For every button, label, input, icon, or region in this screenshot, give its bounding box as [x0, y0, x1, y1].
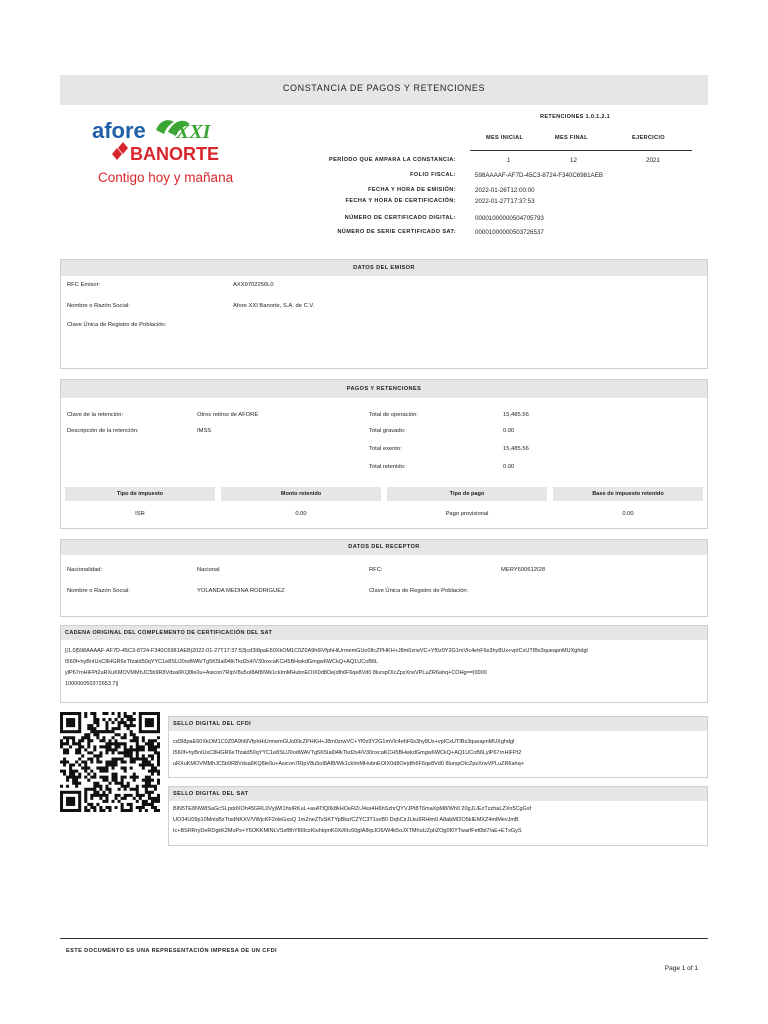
num-cert-label: NÚMERO DE CERTIFICADO DIGITAL:	[344, 215, 456, 221]
emisor-rfc-value: AXX9702256L0	[233, 282, 274, 288]
receptor-rfc-label: RFC:	[369, 567, 383, 573]
total-op-value: 15,485.56	[503, 412, 529, 418]
col-base-impuesto: Base de impuesto retenido	[553, 487, 703, 501]
sello-cfdi-line-1: cd3I8paE60XkOM1C0Z0A9h6lVfphHiUrmemGUo0IlcZPHKH+J8m0zrwVC+Yf0z9Y2G1mVlc4ehF6s3hy8Ux+vpICxUTIBs3queapnMUXghdgl	[173, 739, 515, 745]
cadena-line-1: ||1.0|598AAAAF-AF7D-45C3-8724-F340C6981AEB|2022-01-27T17:37:53|cd3I8paE60XkOM1C0Z0A9h6lVfphHiUrmemGUo0IlcZPHKH+J8m0zrwVC+Yf0z9Y2G1mVlc4ehF6s3hy8Ux+vpICxUTIBs3queapnMUXghdgl	[65, 648, 588, 654]
header-divider	[470, 150, 692, 151]
footer-divider	[60, 938, 708, 939]
qr-finder-pattern	[60, 791, 81, 812]
fecha-cert-value: 2022-01-27T17:37:53	[475, 198, 535, 205]
qr-code-graphic	[60, 712, 160, 812]
afore-banorte-logo	[78, 112, 278, 192]
total-op-label: Total de operación:	[369, 412, 418, 418]
ejercicio-value: 2021	[646, 157, 660, 164]
cadena-line-3: ylP67rnHiFPt2uRXuKMOVMMhJC5b9R8Vdsa6KQ8le0u+Asicon7RIpV8u5oI8Af8/Wk1ckImMHubnEOIX0d8Oe|dlh6F6qe8Vd0 8lurspOIcZpzXrwVPLuZR6ahq+COHg==|0000	[65, 670, 487, 676]
mes-final-value: 12	[570, 157, 577, 164]
qr-finder-pattern	[139, 712, 160, 733]
sello-cfdi-line-3: uRXuKMOVMMhJC5b9R8Vdsa6KQ8le0u+Asicon7RIpV8u5oI8Af8/Wk1ckImMHubnEOIX0d8Oe|dlh6F6qe8Vd0 8lurspOIcZpzXrwVPLuZR6ahq+	[173, 761, 524, 767]
retenciones-version: RETENCIONES 1.0.1.2.1	[540, 114, 611, 120]
row-base-impuesto: 0.00	[622, 511, 634, 517]
num-serie-value: 00001000000503726537	[475, 229, 544, 236]
cadena-line-2: I560f+hyBnIUxC8HGR6eTfzald50qYYC1e8SUJ0odWAVTg5K5Ial04lkTkd2s4/V30nxcaKCH5BHwkdGmgw6WCkQ+AQ1UCoB6L	[65, 659, 379, 665]
num-serie-label: NÚMERO DE SERIE CERTIFICADO SAT:	[337, 229, 456, 235]
folio-value: 598AAAAF-AF7D-45C3-8724-F340C6981AEB	[475, 172, 603, 179]
sello-sat-section	[168, 786, 708, 846]
receptor-nombre-label: Nombre o Razón Social:	[67, 588, 130, 594]
total-grav-value: 0.00	[503, 428, 515, 434]
col-ejercicio: EJERCICIO	[632, 135, 665, 141]
qr-finder-pattern	[60, 712, 81, 733]
nacionalidad-label: Nacionalidad:	[67, 567, 103, 573]
logo-graphic	[78, 112, 278, 192]
page-number: Page 1 of 1	[664, 965, 698, 972]
row-monto-retenido: 0.00	[295, 511, 307, 517]
nacionalidad-value: Nacional	[197, 567, 220, 573]
sello-sat-line-3: Ic+BSRRryDeRDgkK2MoPs+Y6OKKMINLVSxf8hY8IIIczKluhIqmK0Xi/lIIc60gIA8rpJO6/W4k5oJXTMhuUZpIiZOg0I0YTwarfFet0bl7/aE+ETxGyS	[173, 828, 522, 834]
document-title: CONSTANCIA DE PAGOS Y RETENCIONES	[282, 83, 486, 93]
cadena-line-4: 100000050372653 7||	[65, 681, 119, 687]
num-cert-value: 00001000000504705793	[475, 215, 544, 222]
desc-value: IMSS	[197, 428, 212, 434]
total-exento-value: 15,485.56	[503, 446, 529, 452]
emisor-section-title: DATOS DEL EMISOR	[61, 260, 707, 276]
logo-afore-text: afore	[92, 118, 146, 143]
row-tipo-pago: Pago provisional	[445, 511, 489, 517]
periodo-label: PERÍODO QUE AMPARA LA CONSTANCIA:	[328, 157, 456, 163]
desc-label: Descripción de la retención:	[67, 428, 139, 434]
total-exento-label: Total exento:	[369, 446, 402, 452]
logo-xxi-text: XXI	[176, 121, 211, 143]
fecha-cert-label: FECHA Y HORA DE CERTIFICACIÓN:	[345, 198, 456, 204]
clave-label: Clave de la retención:	[67, 412, 124, 418]
cadena-original-title: CADENA ORIGINAL DEL COMPLEMENTO DE CERTIFICACIÓN DEL SAT	[61, 626, 707, 640]
cadena-original-section	[60, 625, 708, 703]
total-grav-label: Total gravado:	[369, 428, 406, 434]
logo-banorte-text: BANORTE	[130, 144, 219, 164]
col-mes-final: MES FINAL	[555, 135, 588, 141]
receptor-section	[60, 539, 708, 617]
mes-inicial-value: 1	[507, 157, 511, 164]
pagos-section	[60, 379, 708, 529]
emisor-section	[60, 259, 708, 369]
total-ret-value: 0.00	[503, 464, 515, 470]
footer-cfdi-note: ESTE DOCUMENTO ES UNA REPRESENTACIÓN IMPRESA DE UN CFDI	[66, 948, 277, 954]
sello-sat-line-1: BlN5TE8NW8SaGcSLpddXOh45GRL0VyjWI1hsIRKuL+asATtQ0k8kHOeRZrJ4ss4H6hSzhrQYVJPt8T6maXpM8/Wh0 20gJL/EzTzzhaLZXn5CgGsf	[173, 806, 532, 812]
pagos-section-title: PAGOS Y RETENCIONES	[61, 380, 707, 398]
col-monto-retenido: Monto retenido	[221, 487, 381, 501]
clave-value: Otros retiros de AFORE	[197, 412, 259, 418]
sello-cfdi-line-2: I560f+hyBnIUxC8HGR6eTfzald50qYYC1e8SUJ0odWAVTg5K5Ial04lkTkd2s4/V30nxcaKCH5BHwkdGmgw6WCkQ+AQ1UCoB6LylP67rnHiFPt2	[173, 750, 522, 756]
col-tipo-impuesto: Tipo de impuesto	[65, 487, 215, 501]
receptor-rfc-value: MERY600612I28	[501, 567, 546, 573]
emisor-nombre-value: Afore XXI Banorte, S.A. de C.V.	[233, 303, 315, 309]
emisor-rfc-label: RFC Emisor:	[67, 282, 101, 288]
sello-cfdi-title: SELLO DIGITAL DEL CFDI	[169, 717, 707, 731]
sello-cfdi-section	[168, 716, 708, 778]
logo-tagline: Contigo hoy y mañana	[98, 170, 234, 185]
col-mes-inicial: MES INICIAL	[486, 135, 524, 141]
total-ret-label: Total retenido:	[369, 464, 406, 470]
folio-label: FOLIO FISCAL:	[410, 172, 456, 178]
receptor-nombre-value: YOLANDA MEDINA RODRIGUEZ	[197, 588, 285, 594]
qr-code	[60, 712, 160, 812]
document-title-bar	[60, 75, 708, 105]
fecha-emision-label: FECHA Y HORA DE EMISIÓN:	[368, 187, 456, 193]
col-tipo-pago: Tipo de pago	[387, 487, 547, 501]
emisor-curp-label: Clave Única de Registro de Población:	[67, 322, 167, 328]
row-tipo-impuesto: ISR	[135, 511, 145, 517]
emisor-nombre-label: Nombre o Razón Social:	[67, 303, 130, 309]
receptor-section-title: DATOS DEL RECEPTOR	[61, 540, 707, 555]
sello-sat-title: SELLO DIGITAL DEL SAT	[169, 787, 707, 801]
fecha-emision-value: 2022-01-26T12:00:00	[475, 187, 535, 194]
sello-sat-line-2: UO34U09p10MnlsBzTtsdNKXV/VWjcKF2oleGxsQ 1mZneZTsSKTYpBkz/CZYC3T1sxB0 DqhCirJLku6RHim0 A8abMI2O5kIEMXZ4mlMevJmB	[173, 817, 519, 823]
receptor-curp-label: Clave Única de Registro de Población:	[369, 588, 469, 594]
